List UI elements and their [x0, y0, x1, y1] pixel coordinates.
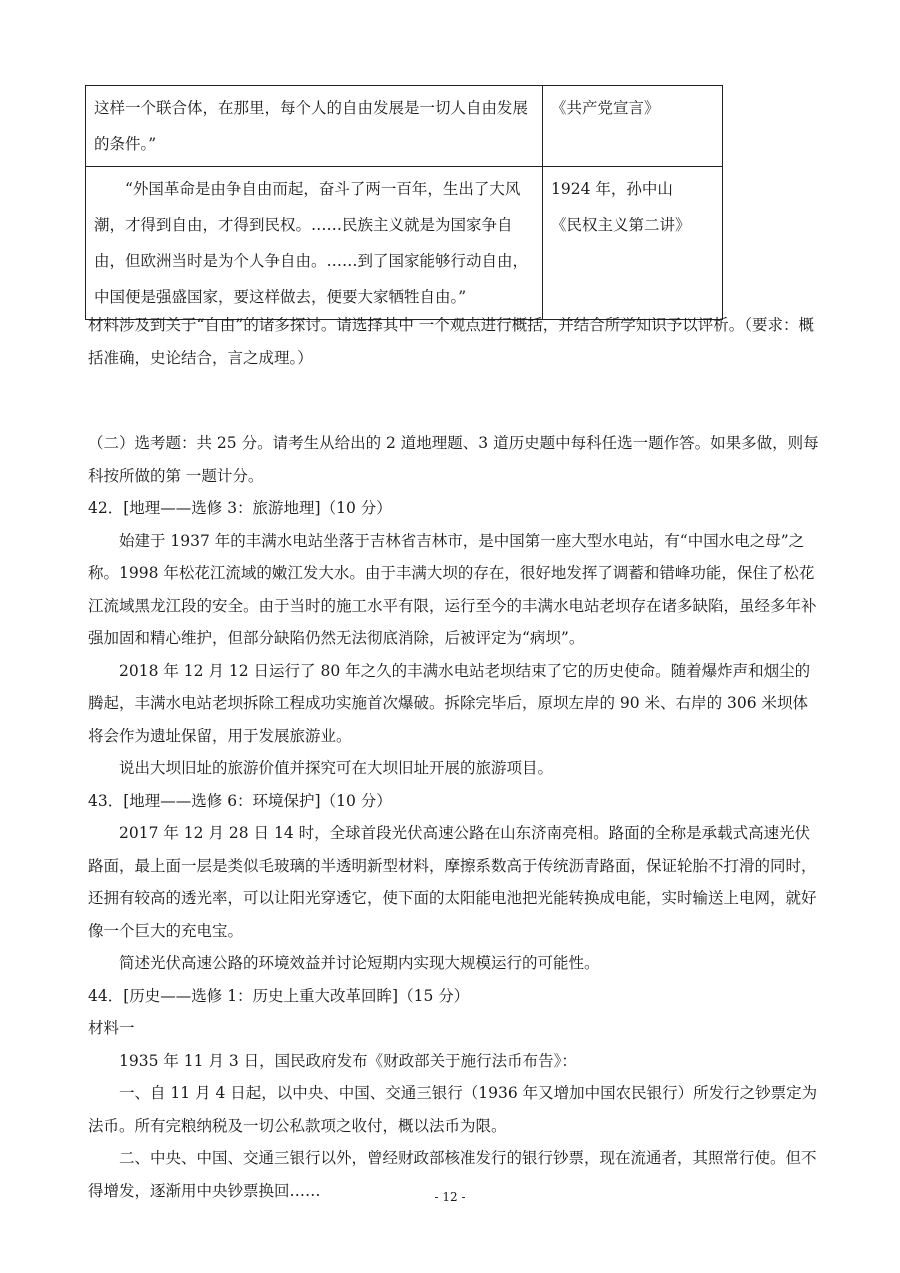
question-44-paragraph: 1935 年 11 月 3 日，国民政府发布《财政部关于施行法币布告》：: [119, 1051, 577, 1070]
source-cell: [543, 167, 723, 320]
question-42-title: 42．[地理——选修 3：旅游地理]（10 分）: [88, 499, 392, 517]
quote-cell: “外国革命是由争自由而起，奋斗了两一百年，生出了大风潮，才得到自由，才得到民权。……民族主义就是为国家争自由，但欧洲当时是为个人争自由。……到了国家能够行动自由，中国便是强盛国家，要这样做去，便要大家牺牲自由。”: [86, 167, 543, 320]
question-42-paragraph: 2018 年 12 月 12 日运行了 80 年之久的丰满水电站老坝结束了它的历史使命。随着爆炸声和烟尘的腾起，丰满水电站老坝拆除工程成功实施首次爆破。拆除完毕后，原坝左岸的 90 米、右岸的 306 米坝体将会作为遗址保留，用于发展旅游业。: [88, 661, 811, 745]
table-row: [86, 167, 723, 320]
question-43-title: 43．[地理——选修 6：环境保护]（10 分）: [88, 791, 392, 810]
material-label: 材料一: [88, 1019, 135, 1037]
table-row: [86, 86, 723, 167]
quote-cell: 这样一个联合体，在那里，每个人的自由发展是一切人自由发展的条件。”: [86, 86, 543, 167]
source-line: 1924 年，孙中山: [551, 180, 673, 198]
quote-table: [85, 85, 723, 320]
question-42-prompt: 说出大坝旧址的旅游价值并探究可在大坝旧址开展的旅游项目。: [119, 759, 554, 777]
task-block: [88, 309, 822, 374]
question-43-paragraph: 2017 年 12 月 28 日 14 时，全球首段光伏高速公路在山东济南亮相。路面的全称是承载式高速光伏路面，最上面一层是类似毛玻璃的半透明新型材料，摩擦系数高于传统沥青路面，保证轮胎不打滑的同时，还拥有较高的透光率，可以让阳光穿透它，使下面的太阳能电池把光能转换成电能，实时输送上电网，就好像一个巨大的充电宝。: [88, 824, 817, 940]
source-cell: [543, 86, 723, 167]
question-44-paragraph: 一、自 11 月 4 日起，以中央、中国、交通三银行（1936 年又增加中国农民银行）所发行之钞票定为法币。所有完粮纳税及一切公私款项之收付，概以法币为限。: [88, 1084, 818, 1135]
task-text: 材料涉及到关于“自由”的诸多探讨。请选择其中 一个观点进行概括，并结合所学知识予以评析。（要求：概括准确，史论结合，言之成理。）: [88, 316, 815, 367]
question-44-paragraph: 二、中央、中国、交通三银行以外，曾经财政部核准发行的银行钞票，现在流通者，其照常行使。但不得增发，逐渐用中央钞票换回……: [88, 1149, 817, 1200]
page-number: - 12 -: [434, 1190, 466, 1204]
question-44-title: 44．[历史——选修 1：历史上重大改革回眸]（15 分）: [88, 986, 470, 1005]
question-42-paragraph: 始建于 1937 年的丰满水电站坐落于吉林省吉林市，是中国第一座大型水电站，有“中国水电之母”之称。1998 年松花江流域的嫩江发大水。由于丰满大坝的存在，很好地发挥了调蓄和错峰功能，保住了松花江流域黑龙江段的安全。由于当时的施工水平有限，运行至今的丰满水电站老坝存在诸多缺陷，虽经多年补强加固和精心维护，但部分缺陷仍然无法彻底消除，后被评定为“病坝”。: [88, 531, 817, 647]
source-line: 《共产党宣言》: [551, 99, 660, 117]
elective-section: [88, 427, 822, 1207]
section-heading: （二）选考题：共 25 分。请考生从给出的 2 道地理题、3 道历史题中每科任选一题作答。如果多做，则每科按所做的第 一题计分。: [88, 434, 819, 485]
question-43-prompt: 简述光伏高速公路的环境效益并讨论短期内实现大规模运行的可能性。: [119, 954, 600, 972]
source-line: 《民权主义第二讲》: [551, 216, 691, 234]
